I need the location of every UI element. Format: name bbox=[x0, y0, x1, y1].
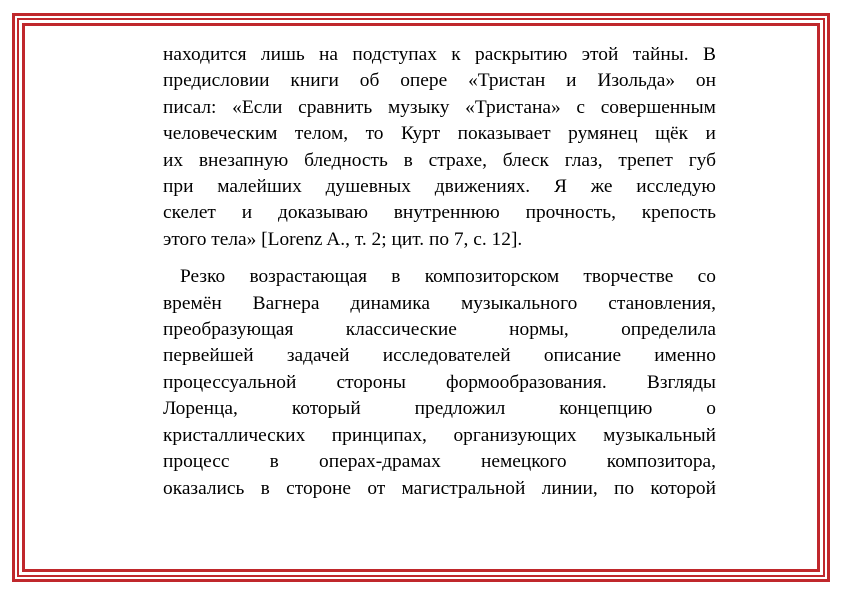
word: и bbox=[705, 123, 716, 145]
word: раскрытию bbox=[475, 44, 568, 65]
word: лишь bbox=[260, 44, 305, 65]
word: Вагнера bbox=[252, 292, 320, 314]
word: крепость bbox=[641, 202, 716, 224]
text-line bbox=[163, 68, 716, 94]
word: который bbox=[291, 398, 361, 420]
word: предложил bbox=[414, 398, 506, 420]
word: В bbox=[702, 44, 716, 65]
word: определила bbox=[621, 319, 716, 341]
word: операх-драмах bbox=[319, 451, 441, 473]
word: внутреннюю bbox=[393, 202, 500, 224]
word: внезапную bbox=[198, 149, 289, 171]
text-line bbox=[163, 121, 716, 147]
text-line bbox=[163, 42, 716, 68]
word: исследователей bbox=[382, 345, 511, 367]
word: музыкального bbox=[460, 292, 578, 314]
word: щёк bbox=[655, 123, 689, 145]
word: показывает bbox=[457, 123, 551, 145]
text-line bbox=[163, 423, 716, 449]
word: нормы, bbox=[509, 319, 569, 341]
word: линии, bbox=[541, 477, 598, 499]
word: классические bbox=[345, 319, 457, 341]
paragraph-1 bbox=[163, 42, 716, 253]
text-line bbox=[163, 449, 716, 475]
word: творчестве bbox=[583, 266, 674, 288]
word: времён bbox=[163, 292, 222, 314]
word: процесс bbox=[163, 451, 230, 473]
word: страхе, bbox=[428, 149, 487, 171]
word: организующих bbox=[453, 424, 577, 446]
word: доказываю bbox=[277, 202, 368, 224]
text-line bbox=[163, 200, 716, 226]
text-line bbox=[163, 95, 716, 121]
text-line bbox=[163, 291, 716, 317]
word: малейших bbox=[217, 176, 302, 198]
word: трепет bbox=[618, 149, 673, 171]
word: композитора, bbox=[606, 451, 716, 473]
word: со bbox=[697, 266, 716, 288]
word: в bbox=[403, 149, 413, 171]
word: книги bbox=[290, 70, 339, 92]
word: же bbox=[590, 176, 613, 198]
word: их bbox=[163, 149, 184, 171]
text-line bbox=[163, 264, 716, 290]
word: телом, bbox=[294, 123, 349, 145]
text-line bbox=[163, 476, 716, 502]
word: описание bbox=[543, 345, 622, 367]
word: бледность bbox=[304, 149, 388, 171]
word: оказались bbox=[163, 477, 245, 499]
word: Курт bbox=[401, 123, 441, 145]
word: «Если bbox=[232, 96, 283, 118]
text-line bbox=[163, 148, 716, 174]
word: в bbox=[260, 477, 270, 499]
word: губ bbox=[688, 149, 716, 171]
word: именно bbox=[654, 345, 716, 367]
word: писал: bbox=[163, 96, 217, 118]
word: формообразования. bbox=[446, 371, 607, 393]
word: в bbox=[269, 451, 279, 473]
word: и bbox=[241, 202, 253, 224]
word: сравнить bbox=[298, 96, 373, 118]
word: предисловии bbox=[163, 70, 270, 92]
word: движениях. bbox=[434, 176, 531, 198]
word: он bbox=[695, 70, 716, 92]
word: человеческим bbox=[163, 123, 278, 145]
word: этой bbox=[581, 44, 619, 65]
word: стороне bbox=[286, 477, 352, 499]
word: Лоренца, bbox=[163, 398, 238, 420]
word: немецкого bbox=[481, 451, 567, 473]
word: Я bbox=[553, 176, 567, 198]
word: магистральной bbox=[401, 477, 526, 499]
word: композиторском bbox=[424, 266, 560, 288]
document-body bbox=[163, 42, 716, 502]
word: исследую bbox=[636, 176, 716, 198]
word: принципах, bbox=[331, 424, 427, 446]
word: от bbox=[367, 477, 386, 499]
word: в bbox=[391, 266, 401, 288]
word: первейшей bbox=[163, 345, 254, 367]
text-line bbox=[163, 343, 716, 369]
word: «Тристана» bbox=[465, 96, 561, 118]
word: Резко bbox=[180, 266, 226, 288]
word: Взгляды bbox=[646, 371, 716, 393]
word: преобразующая bbox=[163, 319, 294, 341]
word: совершенным bbox=[600, 96, 716, 118]
word: опере bbox=[400, 70, 448, 92]
paragraph-2 bbox=[163, 264, 716, 502]
word: по bbox=[614, 477, 635, 499]
word: глаз, bbox=[564, 149, 603, 171]
word: румянец bbox=[568, 123, 638, 145]
word: к bbox=[451, 44, 461, 65]
word: блеск bbox=[502, 149, 549, 171]
word: которой bbox=[650, 477, 716, 499]
word: динамика bbox=[350, 292, 431, 314]
text-line bbox=[163, 174, 716, 200]
text-line: этого тела» [Lorenz A., т. 2; цит. по 7, с. 12]. bbox=[163, 228, 523, 250]
word: с bbox=[576, 96, 585, 118]
word: концепцию bbox=[559, 398, 653, 420]
word: душевных bbox=[325, 176, 411, 198]
text-line bbox=[163, 317, 716, 343]
word: и bbox=[566, 70, 577, 92]
word: при bbox=[163, 176, 194, 198]
text-line bbox=[163, 370, 716, 396]
text-line bbox=[163, 396, 716, 422]
word: на bbox=[319, 44, 339, 65]
word: подступах bbox=[352, 44, 437, 65]
word: скелет bbox=[163, 202, 216, 224]
word: стороны bbox=[336, 371, 406, 393]
word: «Тристан bbox=[468, 70, 546, 92]
word: задачей bbox=[286, 345, 350, 367]
word: находится bbox=[163, 44, 247, 65]
word: тайны. bbox=[632, 44, 689, 65]
word: возрастающая bbox=[249, 266, 367, 288]
word: об bbox=[359, 70, 380, 92]
word: кристаллических bbox=[163, 424, 306, 446]
word: процессуальной bbox=[163, 371, 297, 393]
word: то bbox=[365, 123, 384, 145]
word: о bbox=[706, 398, 716, 420]
word: становления, bbox=[608, 292, 716, 314]
word: прочность, bbox=[525, 202, 616, 224]
word: музыку bbox=[387, 96, 450, 118]
word: Изольда» bbox=[597, 70, 676, 92]
word: музыкальный bbox=[603, 424, 716, 446]
